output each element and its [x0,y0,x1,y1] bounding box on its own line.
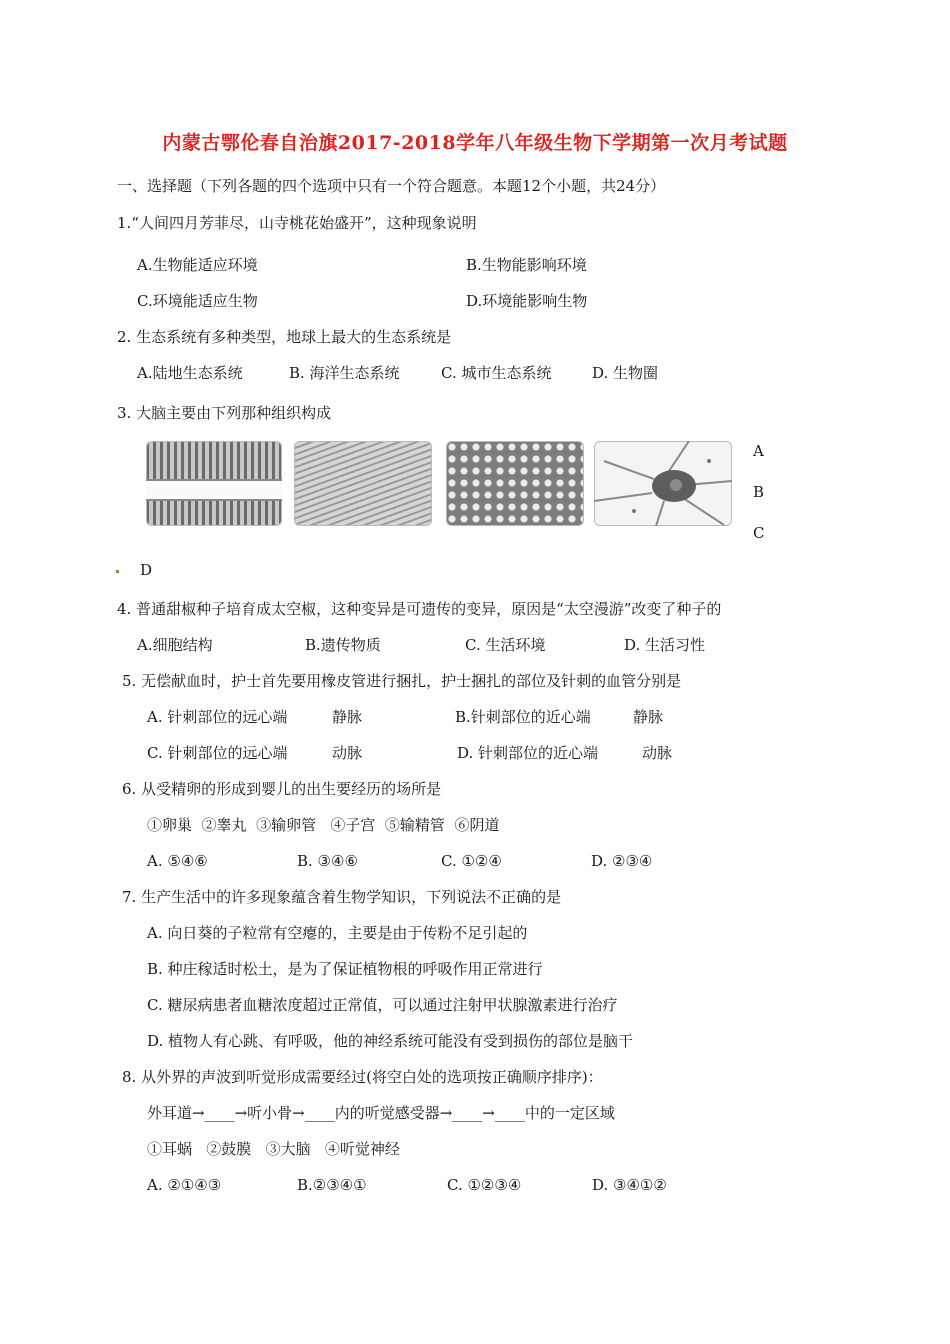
question-1-option-c: C.环境能适应生物 [137,292,258,310]
question-3-option-a: A [753,442,764,460]
stray-mark [116,570,119,573]
epithelial-tissue-image [146,441,282,526]
question-6-option-b: B. ③④⑥ [297,852,358,870]
question-3-option-d: D [140,561,153,579]
question-7-stem: 7. 生产生活中的许多现象蕴含着生物学知识，下列说法不正确的是 [122,888,562,906]
question-8-stem: 8. 从外界的声波到听觉形成需要经过(将空白处的选项按正确顺序排序)： [122,1068,603,1086]
question-4-option-c: C. 生活环境 [465,636,546,654]
question-7-option-a: A. 向日葵的子粒常有空瘪的，主要是由于传粉不足引起的 [147,924,528,942]
connective-tissue-image [446,441,584,526]
question-3-option-b: B [753,483,765,501]
question-2-stem: 2. 生态系统有多种类型，地球上最大的生态系统是 [117,328,452,346]
question-5-option-c-vessel: 动脉 [332,744,363,762]
question-5-option-a-vessel: 静脉 [332,708,363,726]
question-8-items: ①耳蜗 ②鼓膜 ③大脑 ④听觉神经 [147,1140,400,1158]
question-7-option-c: C. 糖尿病患者血糖浓度超过正常值，可以通过注射甲状腺激素进行治疗 [147,996,618,1014]
question-5-option-d-vessel: 动脉 [642,744,673,762]
question-4-option-a: A.细胞结构 [137,636,213,654]
question-1-option-d: D.环境能影响生物 [466,292,588,310]
section-heading: 一、选择题（下列各题的四个选项中只有一个符合题意。本题12个小题，共24分） [117,177,666,195]
question-5-option-b-vessel: 静脉 [633,708,664,726]
question-8-option-c: C. ①②③④ [447,1176,522,1194]
question-8-option-a: A. ②①④③ [147,1176,222,1194]
question-8-option-b: B.②③④① [297,1176,367,1194]
nerve-tissue-image [594,441,732,526]
question-5-option-a: A. 针刺部位的远心端 [147,708,288,726]
question-8-path: 外耳道→____→听小骨→____内的听觉感受器→____→____中的一定区域 [147,1104,615,1122]
question-8-option-d: D. ③④①② [592,1176,667,1194]
question-6-option-a: A. ⑤④⑥ [147,852,208,870]
document-title: 内蒙古鄂伦春自治旗2017-2018学年八年级生物下学期第一次月考试题 [162,132,788,154]
question-2-option-d: D. 生物圈 [592,364,659,382]
question-1-option-a: A.生物能适应环境 [137,256,258,274]
question-6-option-d: D. ②③④ [591,852,653,870]
question-2-option-a: A.陆地生态系统 [137,364,243,382]
question-2-option-c: C. 城市生态系统 [441,364,552,382]
question-6-items: ①卵巢 ②睾丸 ③输卵管 ④子宫 ⑤输精管 ⑥阴道 [147,816,500,834]
question-6-stem: 6. 从受精卵的形成到婴儿的出生要经历的场所是 [122,780,442,798]
question-5-option-c: C. 针刺部位的远心端 [147,744,288,762]
question-1-stem: 1.“人间四月芳菲尽，山寺桃花始盛开”，这种现象说明 [117,214,477,232]
question-5-option-d: D. 针刺部位的近心端 [457,744,599,762]
question-4-option-d: D. 生活习性 [624,636,706,654]
question-3-stem: 3. 大脑主要由下列那种组织构成 [117,404,332,422]
question-3-option-c: C [753,524,765,542]
question-5-stem: 5. 无偿献血时，护士首先要用橡皮管进行捆扎，护士捆扎的部位及针刺的血管分别是 [122,672,682,690]
question-4-stem: 4. 普通甜椒种子培育成太空椒，这种变异是可遗传的变异，原因是“太空漫游”改变了种子的 [117,600,722,618]
question-6-option-c: C. ①②④ [441,852,502,870]
question-4-option-b: B.遗传物质 [305,636,381,654]
question-7-option-b: B. 种庄稼适时松土，是为了保证植物根的呼吸作用正常进行 [147,960,543,978]
muscle-tissue-image [294,441,432,526]
question-5-option-b: B.针刺部位的近心端 [455,708,591,726]
question-1-option-b: B.生物能影响环境 [466,256,587,274]
question-2-option-b: B. 海洋生态系统 [289,364,400,382]
question-7-option-d: D. 植物人有心跳、有呼吸，他的神经系统可能没有受到损伤的部位是脑干 [147,1032,634,1050]
